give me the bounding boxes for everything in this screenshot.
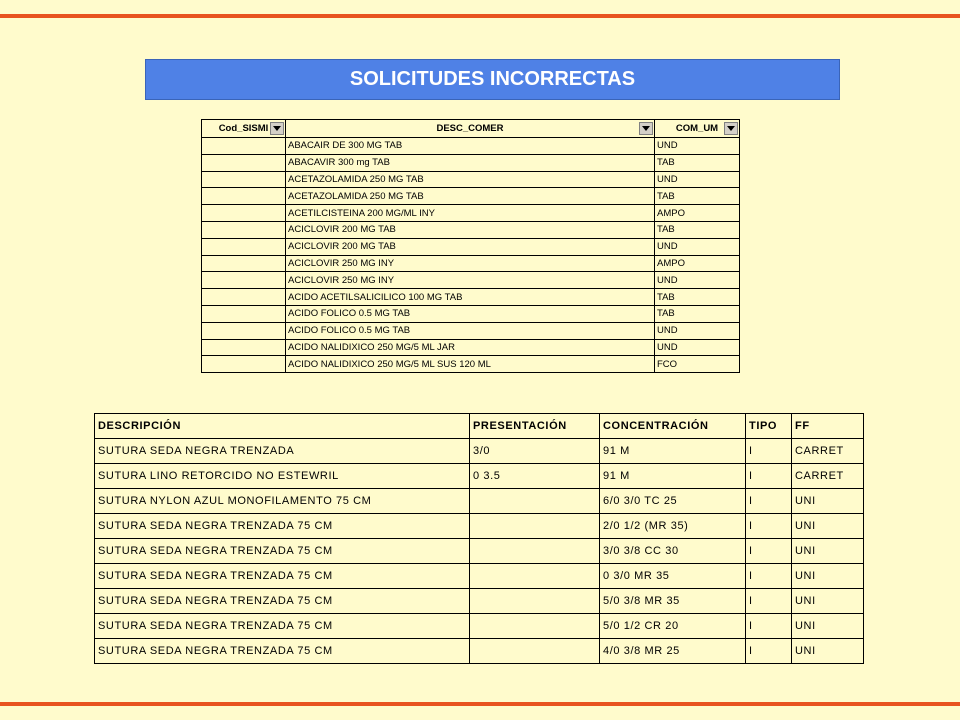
table-row — [95, 489, 864, 514]
cell-com-um: UND — [655, 171, 740, 188]
table-row — [95, 614, 864, 639]
cell-com-um: TAB — [655, 154, 740, 171]
title-bar — [145, 59, 840, 100]
table-row — [202, 154, 740, 171]
cell-tipo: I — [746, 564, 792, 589]
cell-com-um: UND — [655, 322, 740, 339]
cell-descripcion: SUTURA SEDA NEGRA TRENZADA 75 CM — [95, 639, 470, 664]
column-header-ff: FF — [792, 414, 864, 439]
sutures-table — [94, 413, 864, 664]
filter-dropdown-button[interactable] — [724, 122, 738, 135]
filter-dropdown-button[interactable] — [270, 122, 284, 135]
cell-presentacion — [470, 564, 600, 589]
cell-descripcion: SUTURA SEDA NEGRA TRENZADA 75 CM — [95, 539, 470, 564]
column-header-tipo: TIPO — [746, 414, 792, 439]
cell-desc-comer: ABACAVIR 300 mg TAB — [286, 154, 655, 171]
cell-cod-sismi — [202, 322, 286, 339]
cell-cod-sismi — [202, 154, 286, 171]
table-row — [202, 272, 740, 289]
cell-tipo: I — [746, 489, 792, 514]
cell-cod-sismi — [202, 205, 286, 222]
column-header-descripcion: DESCRIPCIÓN — [95, 414, 470, 439]
table-row — [202, 138, 740, 155]
table-row — [202, 188, 740, 205]
table-row — [95, 564, 864, 589]
cell-ff: UNI — [792, 514, 864, 539]
cell-com-um: UND — [655, 238, 740, 255]
table-row — [202, 221, 740, 238]
cell-descripcion: SUTURA LINO RETORCIDO NO ESTEWRIL — [95, 464, 470, 489]
cell-com-um: TAB — [655, 305, 740, 322]
column-header-label: COM_UM — [675, 123, 719, 134]
cell-desc-comer: ACIDO ACETILSALICILICO 100 MG TAB — [286, 289, 655, 306]
cell-presentacion — [470, 589, 600, 614]
chevron-down-icon — [727, 126, 735, 131]
cell-tipo: I — [746, 614, 792, 639]
cell-descripcion: SUTURA SEDA NEGRA TRENZADA 75 CM — [95, 614, 470, 639]
column-header-presentacion: PRESENTACIÓN — [470, 414, 600, 439]
table-row — [95, 439, 864, 464]
cell-cod-sismi — [202, 138, 286, 155]
table-header-row — [202, 120, 740, 138]
cell-com-um: TAB — [655, 289, 740, 306]
cell-descripcion: SUTURA SEDA NEGRA TRENZADA 75 CM — [95, 564, 470, 589]
table-row — [202, 255, 740, 272]
cell-ff: UNI — [792, 639, 864, 664]
cell-cod-sismi — [202, 238, 286, 255]
cell-tipo: I — [746, 439, 792, 464]
cell-descripcion: SUTURA NYLON AZUL MONOFILAMENTO 75 CM — [95, 489, 470, 514]
cell-com-um: UND — [655, 339, 740, 356]
cell-cod-sismi — [202, 305, 286, 322]
table-row — [202, 205, 740, 222]
table-row — [95, 639, 864, 664]
cell-tipo: I — [746, 589, 792, 614]
table-row — [202, 322, 740, 339]
cell-presentacion — [470, 489, 600, 514]
cell-descripcion: SUTURA SEDA NEGRA TRENZADA 75 CM — [95, 589, 470, 614]
table-row — [202, 171, 740, 188]
cell-concentracion: 5/0 3/8 MR 35 — [600, 589, 746, 614]
table-row — [95, 539, 864, 564]
column-header-concentracion: CONCENTRACIÓN — [600, 414, 746, 439]
cell-ff: UNI — [792, 564, 864, 589]
cell-concentracion: 0 3/0 MR 35 — [600, 564, 746, 589]
cell-tipo: I — [746, 464, 792, 489]
cell-ff: UNI — [792, 489, 864, 514]
page-title: SOLICITUDES INCORRECTAS — [349, 68, 636, 90]
top-rule — [0, 14, 960, 18]
cell-presentacion — [470, 539, 600, 564]
column-header-cod-sismi — [202, 120, 286, 138]
cell-desc-comer: ACIDO NALIDIXICO 250 MG/5 ML JAR — [286, 339, 655, 356]
cell-com-um: TAB — [655, 188, 740, 205]
table-row — [202, 305, 740, 322]
column-header-com-um — [655, 120, 740, 138]
cell-ff: CARRET — [792, 464, 864, 489]
cell-com-um: FCO — [655, 356, 740, 373]
cell-com-um: TAB — [655, 221, 740, 238]
cell-concentracion: 4/0 3/8 MR 25 — [600, 639, 746, 664]
column-header-label: Cod_SISMI — [218, 123, 269, 134]
bottom-rule — [0, 702, 960, 706]
cell-tipo: I — [746, 639, 792, 664]
cell-concentracion: 5/0 1/2 CR 20 — [600, 614, 746, 639]
table-row — [95, 589, 864, 614]
table-row — [202, 238, 740, 255]
table-row — [95, 514, 864, 539]
cell-concentracion: 2/0 1/2 (MR 35) — [600, 514, 746, 539]
cell-cod-sismi — [202, 171, 286, 188]
cell-descripcion: SUTURA SEDA NEGRA TRENZADA — [95, 439, 470, 464]
cell-presentacion — [470, 514, 600, 539]
cell-cod-sismi — [202, 221, 286, 238]
cell-ff: UNI — [792, 614, 864, 639]
cell-com-um: AMPO — [655, 255, 740, 272]
cell-concentracion: 91 M — [600, 439, 746, 464]
cell-presentacion — [470, 614, 600, 639]
column-header-desc-comer — [286, 120, 655, 138]
cell-desc-comer: ACETILCISTEINA 200 MG/ML INY — [286, 205, 655, 222]
cell-descripcion: SUTURA SEDA NEGRA TRENZADA 75 CM — [95, 514, 470, 539]
cell-cod-sismi — [202, 272, 286, 289]
cell-concentracion: 91 M — [600, 464, 746, 489]
cell-presentacion: 0 3.5 — [470, 464, 600, 489]
cell-cod-sismi — [202, 339, 286, 356]
cell-desc-comer: ACICLOVIR 250 MG INY — [286, 255, 655, 272]
cell-desc-comer: ACIDO FOLICO 0.5 MG TAB — [286, 305, 655, 322]
cell-desc-comer: ACICLOVIR 200 MG TAB — [286, 238, 655, 255]
cell-tipo: I — [746, 514, 792, 539]
table-row — [202, 356, 740, 373]
table-row — [202, 289, 740, 306]
chevron-down-icon — [273, 126, 281, 131]
cell-desc-comer: ACICLOVIR 250 MG INY — [286, 272, 655, 289]
cell-cod-sismi — [202, 188, 286, 205]
cell-cod-sismi — [202, 356, 286, 373]
cell-desc-comer: ACIDO FOLICO 0.5 MG TAB — [286, 322, 655, 339]
cell-desc-comer: ACETAZOLAMIDA 250 MG TAB — [286, 171, 655, 188]
table-row — [95, 464, 864, 489]
chevron-down-icon — [642, 126, 650, 131]
cell-cod-sismi — [202, 289, 286, 306]
cell-cod-sismi — [202, 255, 286, 272]
cell-presentacion — [470, 639, 600, 664]
filter-dropdown-button[interactable] — [639, 122, 653, 135]
column-header-label: DESC_COMER — [436, 123, 504, 134]
cell-desc-comer: ACETAZOLAMIDA 250 MG TAB — [286, 188, 655, 205]
cell-com-um: UND — [655, 272, 740, 289]
cell-concentracion: 3/0 3/8 CC 30 — [600, 539, 746, 564]
cell-presentacion: 3/0 — [470, 439, 600, 464]
cell-desc-comer: ACICLOVIR 200 MG TAB — [286, 221, 655, 238]
cell-ff: UNI — [792, 539, 864, 564]
cell-ff: CARRET — [792, 439, 864, 464]
cell-com-um: AMPO — [655, 205, 740, 222]
cell-desc-comer: ACIDO NALIDIXICO 250 MG/5 ML SUS 120 ML — [286, 356, 655, 373]
cell-desc-comer: ABACAIR DE 300 MG TAB — [286, 138, 655, 155]
cell-concentracion: 6/0 3/0 TC 25 — [600, 489, 746, 514]
table-row — [202, 339, 740, 356]
table-header-row — [95, 414, 864, 439]
cell-com-um: UND — [655, 138, 740, 155]
cell-tipo: I — [746, 539, 792, 564]
medications-table — [201, 119, 740, 373]
cell-ff: UNI — [792, 589, 864, 614]
